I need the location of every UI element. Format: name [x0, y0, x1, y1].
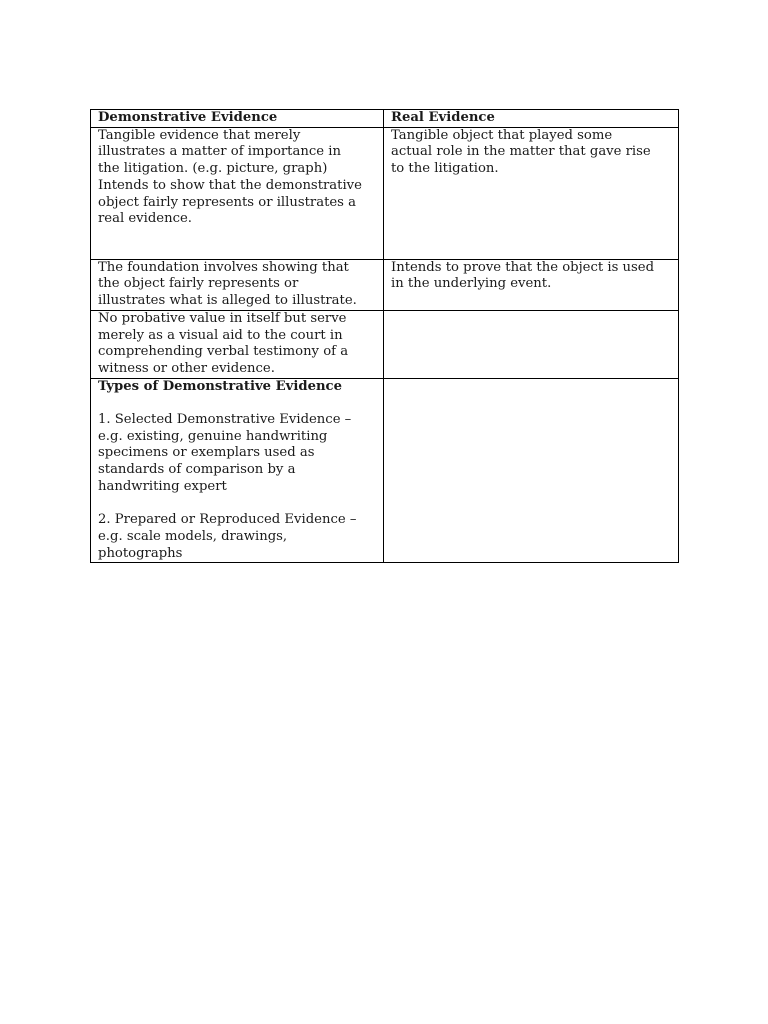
cell-demonstrative-types [91, 378, 384, 563]
text-line: illustrates a matter of importance in [98, 144, 341, 160]
text-line: in the underlying event. [391, 276, 552, 292]
text-line: actual role in the matter that gave rise [391, 144, 651, 160]
header-real-evidence: Real Evidence [384, 110, 679, 128]
table-row [91, 378, 679, 563]
cell-real-definition [384, 127, 679, 259]
text-line: e.g. scale models, drawings, [98, 528, 288, 544]
text-line: 2. Prepared or Reproduced Evidence – [98, 512, 357, 528]
text-line: Intends to prove that the object is used [391, 259, 655, 275]
text-line: Tangible evidence that merely [98, 127, 301, 143]
cell-real-empty [384, 310, 679, 378]
text-line: the litigation. (e.g. picture, graph) [98, 161, 328, 177]
cell-demonstrative-foundation [91, 259, 384, 310]
text-line: Tangible object that played some [391, 127, 613, 143]
text-line: Intends to show that the demonstrative [98, 177, 362, 193]
table-header-row [91, 110, 679, 128]
text-line: witness or other evidence. [98, 360, 275, 376]
text-line: photographs [98, 545, 183, 561]
text-line: handwriting expert [98, 478, 227, 494]
table-row [91, 259, 679, 310]
text-line: 1. Selected Demonstrative Evidence – [98, 412, 352, 428]
text-line: the object fairly represents or [98, 276, 299, 292]
cell-demonstrative-definition [91, 127, 384, 259]
text-line: to the litigation. [391, 161, 499, 177]
text-line: real evidence. [98, 211, 192, 227]
cell-real-purpose [384, 259, 679, 310]
text-line: merely as a visual aid to the court in [98, 327, 343, 343]
cell-demonstrative-probative-value [91, 310, 384, 378]
text-line: illustrates what is alleged to illustrate. [98, 293, 357, 309]
table-row [91, 310, 679, 378]
text-line: object fairly represents or illustrates a [98, 194, 356, 210]
text-line: comprehending verbal testimony of a [98, 344, 349, 360]
table-row [91, 127, 679, 259]
text-line: standards of comparison by a [98, 462, 296, 478]
text-line: No probative value in itself but serve [98, 310, 347, 326]
text-line: specimens or exemplars used as [98, 445, 315, 461]
types-heading: Types of Demonstrative Evidence [98, 378, 342, 394]
blank-line [98, 395, 377, 412]
header-demonstrative-evidence: Demonstrative Evidence [91, 110, 384, 128]
blank-line [98, 496, 377, 513]
text-line: e.g. existing, genuine handwriting [98, 428, 328, 444]
cell-real-empty [384, 378, 679, 563]
evidence-comparison-table [90, 109, 679, 563]
text-line: The foundation involves showing that [98, 259, 349, 275]
